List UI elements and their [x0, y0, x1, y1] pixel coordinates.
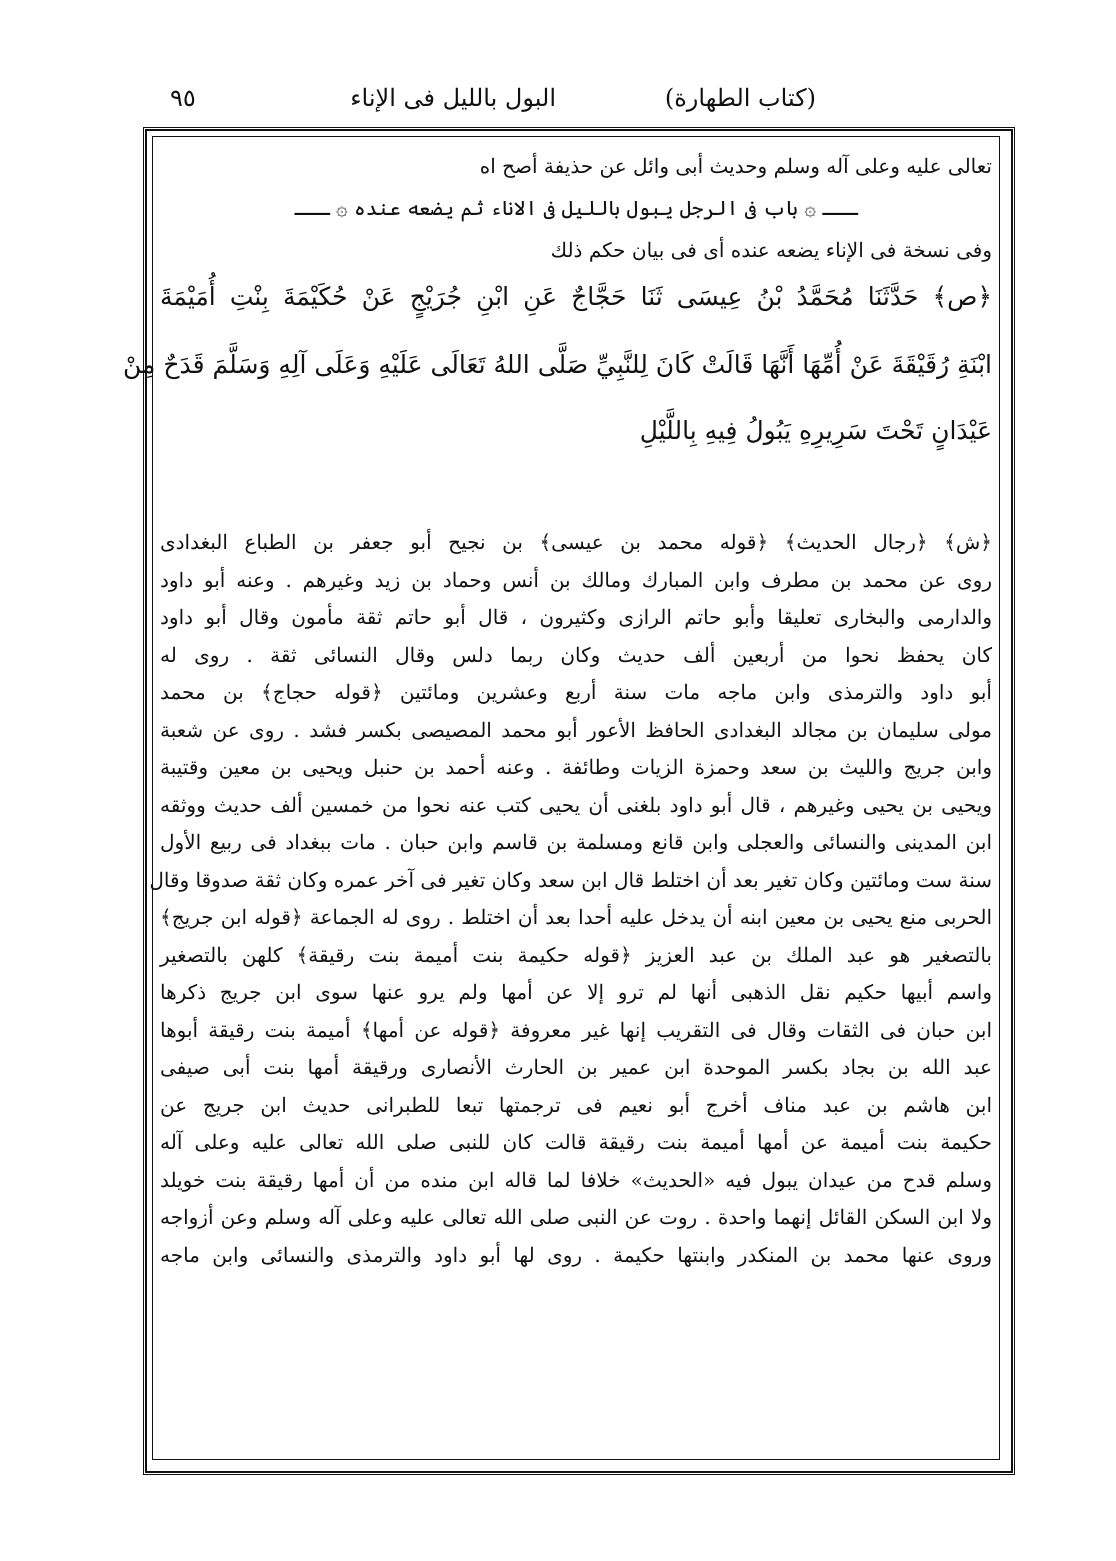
commentary-line: وابن جريج والليث بن سعد وحمزة الزيات وطائفة . وعنه أحمد بن حنبل ويحيى بن معين وقتيبة: [160, 755, 992, 779]
text-line: وفى نسخة فى الإناء يضعه عنده أى فى بيان حكم ذلك: [550, 238, 992, 262]
commentary-line: واسم أبيها حكيم نقل الذهبى أنها لم ترو إلا عن أمها ولم يرو عنها سوى ابن جريج ذكرها: [160, 980, 992, 1004]
commentary-line: ابن حبان فى الثقات وقال فى التقريب إنها غير معروفة ﴿قوله عن أمها﴾ أميمة بنت رقيقة أبوها: [160, 1017, 992, 1042]
commentary-line: روى عن محمد بن مطرف وابن المبارك ومالك بن أنس وحماد بن زيد وغيرهم . وعنه أبو داود: [160, 567, 992, 592]
commentary-line: وروى عنها محمد بن المنكدر وابنتها حكيمة . روى لها أبو داود والترمذى والنسائى وابن ماجه: [160, 1242, 992, 1267]
chapter-heading: ـــ ۞ باب فى الرجل يبول بالليل فى الاناء ثم يضعه عنده ۞ ـــ: [294, 196, 858, 220]
commentary-line: والدارمى والبخارى تعليقا وأبو حاتم الرازى وكثيرون ، قال أبو حاتم ثقة مأمون وقال أبو داود: [160, 605, 992, 629]
page-number: ٩٥: [170, 84, 196, 112]
text-line: تعالى عليه وعلى آله وسلم وحديث أبى وائل عن حذيفة أصح اه: [479, 154, 992, 178]
commentary-line: عبد الله بن بجاد بكسر الموحدة ابن عمير بن الحارث الأنصارى ورقيقة أمها بنت أبى صيفى: [160, 1055, 992, 1079]
header-book-title: (كتاب الطهارة): [664, 84, 816, 112]
commentary-line: ولا ابن السكن القائل إنهما واحدة . روت عن النبى صلى الله تعالى عليه وعلى آله وسلم وعن أزواجه: [160, 1205, 992, 1229]
hadith-text-line: عَيْدَانٍ تَحْتَ سَرِيرِهِ يَبُولُ فِيهِ بِاللَّيْلِ: [639, 416, 992, 445]
commentary-line: ابن المدينى والنسائى والعجلى وابن قانع ومسلمة بن قاسم وابن حبان . مات ببغداد فى ربيع الأول: [160, 830, 992, 854]
commentary-line: حكيمة بنت أميمة عن أمها أميمة بنت رقيقة قالت كان للنبى صلى الله تعالى عليه وعلى آله: [160, 1130, 992, 1154]
commentary-line: أبو داود والترمذى وابن ماجه مات سنة أربع وعشرين ومائتين ﴿قوله حجاج﴾ بن محمد: [160, 680, 992, 704]
hadith-text-line: ﴿ص﴾ حَدَّثَنَا مُحَمَّدُ بْنُ عِيسَى ثَنَا حَجَّاجٌ عَنِ ابْنِ جُرَيْجٍ عَنْ حُكَيْمَةَ بِنْتِ أُمَيْمَةَ: [160, 282, 992, 311]
commentary-line: بالتصغير هو عبد الملك بن عبد العزيز ﴿قوله حكيمة بنت أميمة بنت رقيقة﴾ كلهن بالتصغير: [160, 942, 992, 967]
commentary-line: الحربى منع يحيى بن معين ابنه أن يدخل عليه أحدا بعد أن اختلط . روى له الجماعة ﴿قوله ابن جريج﴾: [160, 905, 993, 929]
hadith-text-line: ابْنَةِ رُقَيْقَةَ عَنْ أُمِّهَا أَنَّهَا قَالَتْ كَانَ لِلنَّبِيِّ صَلَّى اللهُ تَعَالَى عَلَيْهِ وَعَلَى آلِهِ وَسَلَّمَ قَدَحٌ مِنْ: [123, 350, 992, 379]
header-chapter-title: البول بالليل فى الإناء: [350, 84, 556, 112]
commentary-line: ابن هاشم بن عبد مناف أخرج أبو نعيم فى ترجمتها تبعا للطبرانى حديث ابن جريج عن: [160, 1092, 992, 1117]
commentary-line: كان يحفظ نحوا من أربعين ألف حديث وكان ربما دلس وقال النسائى ثقة . روى له: [160, 642, 992, 667]
commentary-line: ﴿ش﴾ ﴿رجال الحديث﴾ ﴿قوله محمد بن عيسى﴾ بن نجيح أبو جعفر بن الطباع البغدادى: [160, 530, 992, 554]
commentary-line: مولى سليمان بن مجالد البغدادى الحافظ الأعور أبو محمد المصيصى بكسر فشد . روى عن شعبة: [160, 717, 992, 742]
commentary-line: وسلم قدح من عيدان يبول فيه «الحديث» خلافا لما قاله ابن منده من أن أمها رقيقة بنت خويلد: [160, 1167, 992, 1192]
commentary-line: ويحيى بن يحيى وغيرهم ، قال أبو داود بلغنى أن يحيى كتب عنه نحوا من خمسين ألف حديث ووثقه: [160, 792, 992, 817]
commentary-line: سنة ست ومائتين وكان تغير بعد أن اختلط قال ابن سعد وكان تغير فى آخر عمره وكان ثقة صدوقا وقال: [149, 867, 992, 892]
